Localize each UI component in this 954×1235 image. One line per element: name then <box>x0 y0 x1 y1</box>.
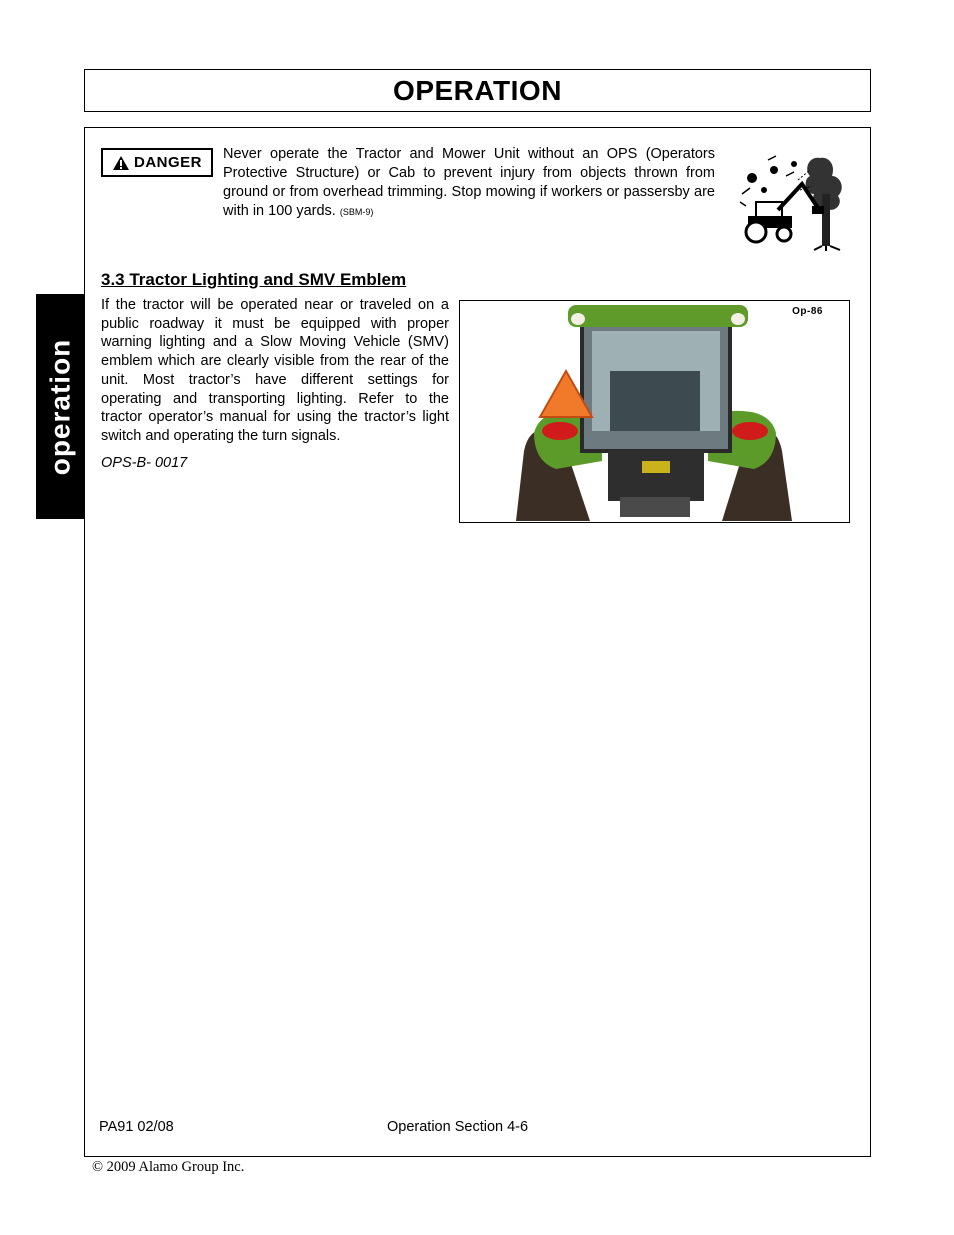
section-side-tab <box>36 294 84 519</box>
danger-text: Never operate the Tractor and Mower Unit without an OPS (Operators Protective Structure) or Cab to prevent injury from objects thrown from ground or from overhead trimming. Stop mowing if workers or passersby are with in 100 yards. <box>223 146 715 219</box>
tractor-rear-image <box>460 301 849 522</box>
section-body-text: If the tractor will be operated near or traveled on a public roadway it must be equipped with proper warning lighting and a Slow Moving Vehicle (SMV) emblem which are clearly visible from the rear of the unit. Most tractor’s have different settings for operating and transporting lighting. Refer to the tractor operator’s manual for using the tractor’s light switch and operating the turn signals. <box>101 297 449 444</box>
footer-section-page: Operation Section 4-6 <box>387 1119 529 1135</box>
tractor-rear-photo <box>459 300 850 523</box>
warning-triangle-icon <box>112 155 130 171</box>
footer-doc-id: PA91 02/08 <box>99 1119 174 1135</box>
copyright-text: © 2009 Alamo Group Inc. <box>92 1159 245 1175</box>
photo-ref-label: Op-86 <box>792 306 823 317</box>
side-tab-label: operation <box>44 338 75 475</box>
danger-warning-text <box>223 145 715 222</box>
thrown-objects-illustration <box>738 150 846 252</box>
page-title: OPERATION <box>393 74 562 106</box>
page-header <box>84 69 871 112</box>
danger-ref: (SBM-9) <box>339 207 374 217</box>
danger-badge <box>101 148 213 177</box>
danger-label: DANGER <box>133 154 202 171</box>
section-ref-code: OPS-B- 0017 <box>101 455 188 471</box>
section-heading: 3.3 Tractor Lighting and SMV Emblem <box>101 270 407 289</box>
